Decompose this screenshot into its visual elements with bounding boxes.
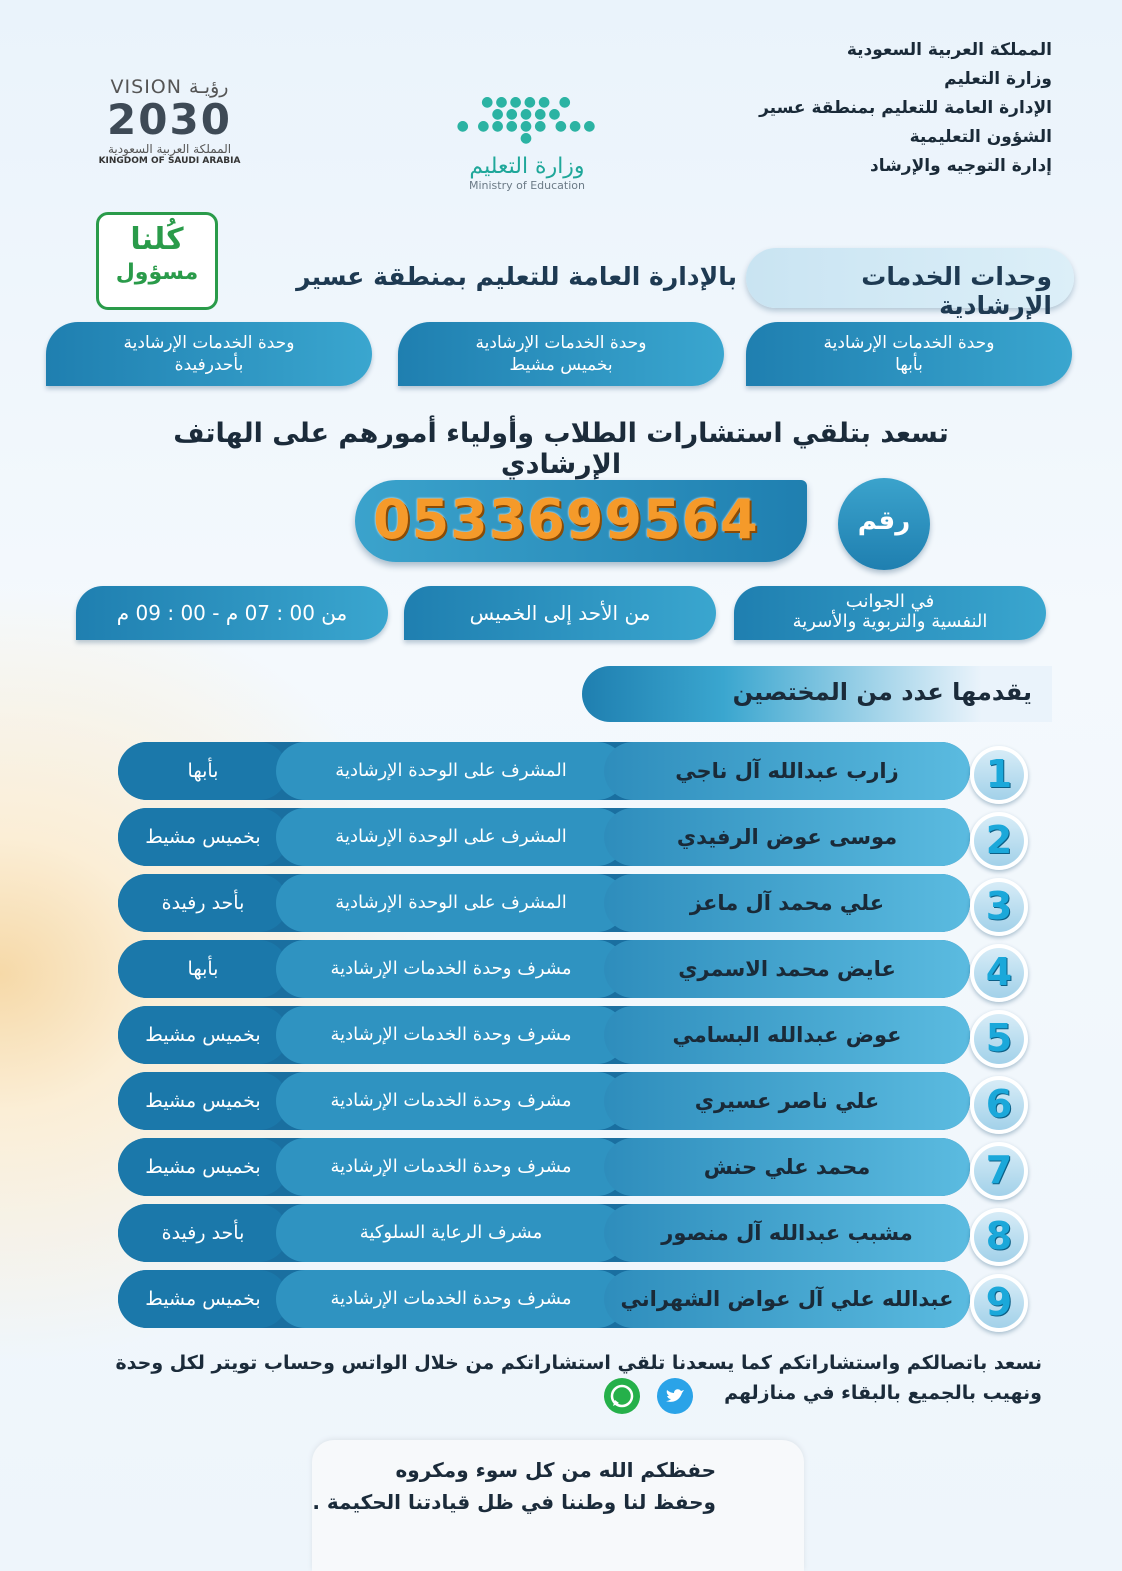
specialist-row [118, 1006, 970, 1064]
footer-card [312, 1440, 804, 1571]
specialist-number-badge [970, 812, 1028, 870]
specialist-number-badge [970, 1142, 1028, 1200]
unit-label: وحدة الخدمات الإرشادية [475, 333, 647, 353]
days-text: من الأحد إلى الخميس [469, 601, 651, 625]
hours-pill [76, 586, 388, 640]
specialists-title-bar [582, 666, 1052, 722]
specialist-row [118, 1270, 970, 1328]
specialist-role: المشرف على الوحدة الإرشادية [276, 874, 626, 932]
aspects-line2: النفسية والتربوية والأسرية [792, 611, 988, 632]
specialist-number: 3 [985, 884, 1013, 928]
specialist-name: مشبب عبدالله آل منصور [604, 1204, 970, 1262]
specialist-name: محمد علي حنش [604, 1138, 970, 1196]
specialist-name: عبدالله علي آل عواض الشهراني [604, 1270, 970, 1328]
unit-label: وحدة الخدمات الإرشادية [823, 333, 995, 353]
specialist-row [118, 1138, 970, 1196]
aspects-pill [734, 586, 1046, 640]
specialist-number: 8 [985, 1214, 1013, 1258]
specialist-row [118, 940, 970, 998]
specialist-number-badge [970, 1274, 1028, 1332]
specialist-role: مشرف وحدة الخدمات الإرشادية [276, 940, 626, 998]
vision-2030-logo [82, 76, 257, 166]
specialist-number: 2 [985, 818, 1013, 862]
specialist-number: 5 [985, 1016, 1013, 1060]
specialist-number-badge [970, 944, 1028, 1002]
specialist-location: بخميس مشيط [118, 1006, 288, 1064]
twitter-icon [657, 1378, 693, 1414]
moe-logo-en: Ministry of Education [468, 179, 585, 192]
ministry-header [722, 36, 1052, 181]
vision-year: 2030 [107, 95, 232, 144]
whatsapp-icon [604, 1378, 640, 1414]
specialist-number-badge [970, 878, 1028, 936]
hours-text: من 00 : 07 م - 00 : 09 م [116, 601, 348, 625]
specialist-row [118, 874, 970, 932]
vision-ksa-en: KINGDOM OF SAUDI ARABIA [98, 156, 241, 166]
unit-city: بأحدرفيدة [174, 355, 244, 375]
specialist-role: المشرف على الوحدة الإرشادية [276, 742, 626, 800]
aspects-line1: في الجوانب [845, 591, 935, 612]
moe-dots-icon: ●●●●● ● ●●●●● ● ●●●●● ●●● ● [456, 94, 598, 146]
header-line: إدارة التوجيه والإرشاد [869, 156, 1052, 176]
footer-line1: حفظكم الله من كل سوء ومكروه [395, 1458, 716, 1482]
specialist-number: 7 [985, 1148, 1013, 1192]
moe-logo-ar: وزارة التعليم [469, 154, 585, 179]
specialist-number: 1 [985, 752, 1013, 796]
specialist-name: علي محمد آل ماعز [604, 874, 970, 932]
note-line2: ونهيب بالجميع بالبقاء في منازلهم [724, 1382, 1042, 1404]
specialist-role: مشرف الرعاية السلوكية [276, 1204, 626, 1262]
specialists-title: يقدمها عدد من المختصين [732, 678, 1032, 706]
unit-label: وحدة الخدمات الإرشادية [123, 333, 295, 353]
moe-logo [452, 96, 602, 192]
specialist-role: مشرف وحدة الخدمات الإرشادية [276, 1270, 626, 1328]
specialist-number: 4 [985, 950, 1013, 994]
header-line: وزارة التعليم [944, 69, 1052, 89]
specialist-location: بأبها [118, 742, 288, 800]
specialist-location: بخميس مشيط [118, 1072, 288, 1130]
specialist-row [118, 808, 970, 866]
phone-number: 0533699564 [373, 488, 759, 551]
specialist-role: مشرف وحدة الخدمات الإرشادية [276, 1006, 626, 1064]
unit-pill-abha [746, 322, 1072, 386]
specialist-number-badge [970, 1208, 1028, 1266]
specialist-location: بأحد رفيدة [118, 874, 288, 932]
number-label-circle [838, 478, 930, 570]
title-rest: بالإدارة العامة للتعليم بمنطقة عسير [296, 262, 737, 291]
specialist-number: 6 [985, 1082, 1013, 1126]
social-icons [604, 1378, 705, 1414]
specialist-number: 9 [985, 1280, 1013, 1324]
unit-pill-khamis [398, 322, 724, 386]
header-line: الشؤون التعليمية [909, 127, 1052, 147]
unit-pill-ahad [46, 322, 372, 386]
unit-city: بخميس مشيط [509, 355, 613, 375]
footer-line2: وحفظ لنا وطننا في ظل قيادتنا الحكيمة . [312, 1490, 716, 1514]
specialist-row [118, 1204, 970, 1262]
specialist-number-badge [970, 1010, 1028, 1068]
header-line: الإدارة العامة للتعليم بمنطقة عسير [759, 98, 1052, 118]
kulna-line1: كُلنا [130, 222, 184, 257]
specialist-location: بأبها [118, 940, 288, 998]
specialist-name: زارب عبدالله آل ناجي [604, 742, 970, 800]
specialist-location: بأحد رفيدة [118, 1204, 288, 1262]
specialist-row [118, 1072, 970, 1130]
specialist-number-badge [970, 1076, 1028, 1134]
specialist-role: مشرف وحدة الخدمات الإرشادية [276, 1072, 626, 1130]
specialist-number-badge [970, 746, 1028, 804]
specialist-role: مشرف وحدة الخدمات الإرشادية [276, 1138, 626, 1196]
note-line1: نسعد باتصالكم واستشاراتكم كما يسعدنا تلقي استشاراتكم من خلال الواتس وحساب تويتر لكل وحدة [115, 1352, 1042, 1374]
header-line: المملكة العربية السعودية [846, 40, 1052, 60]
contact-note [82, 1348, 1042, 1408]
kulna-line2: مسؤول [115, 260, 199, 285]
number-label: رقم [857, 506, 911, 536]
kulna-masool-logo [96, 212, 218, 310]
specialist-name: موسى عوض الرفيدي [604, 808, 970, 866]
vision-label: VISION رؤيـة [110, 76, 229, 98]
title-highlight: وحدات الخدمات الإرشادية [861, 262, 1052, 320]
specialist-name: عايض محمد الاسمري [604, 940, 970, 998]
specialist-name: علي ناصر عسيري [604, 1072, 970, 1130]
specialist-role: المشرف على الوحدة الإرشادية [276, 808, 626, 866]
specialist-location: بخميس مشيط [118, 1138, 288, 1196]
title-highlight-pill [746, 248, 1074, 320]
specialist-row [118, 742, 970, 800]
hotline-text: تسعد بتلقي استشارات الطلاب وأولياء أمورهم على الهاتف الإرشادي [173, 418, 949, 480]
specialist-location: بخميس مشيط [118, 808, 288, 866]
vision-ksa-ar: المملكة العربية السعودية [107, 142, 232, 156]
days-pill [404, 586, 716, 640]
unit-city: بأبها [895, 355, 923, 375]
phone-number-pill [355, 480, 807, 562]
specialist-name: عوض عبدالله البسامي [604, 1006, 970, 1064]
specialist-location: بخميس مشيط [118, 1270, 288, 1328]
